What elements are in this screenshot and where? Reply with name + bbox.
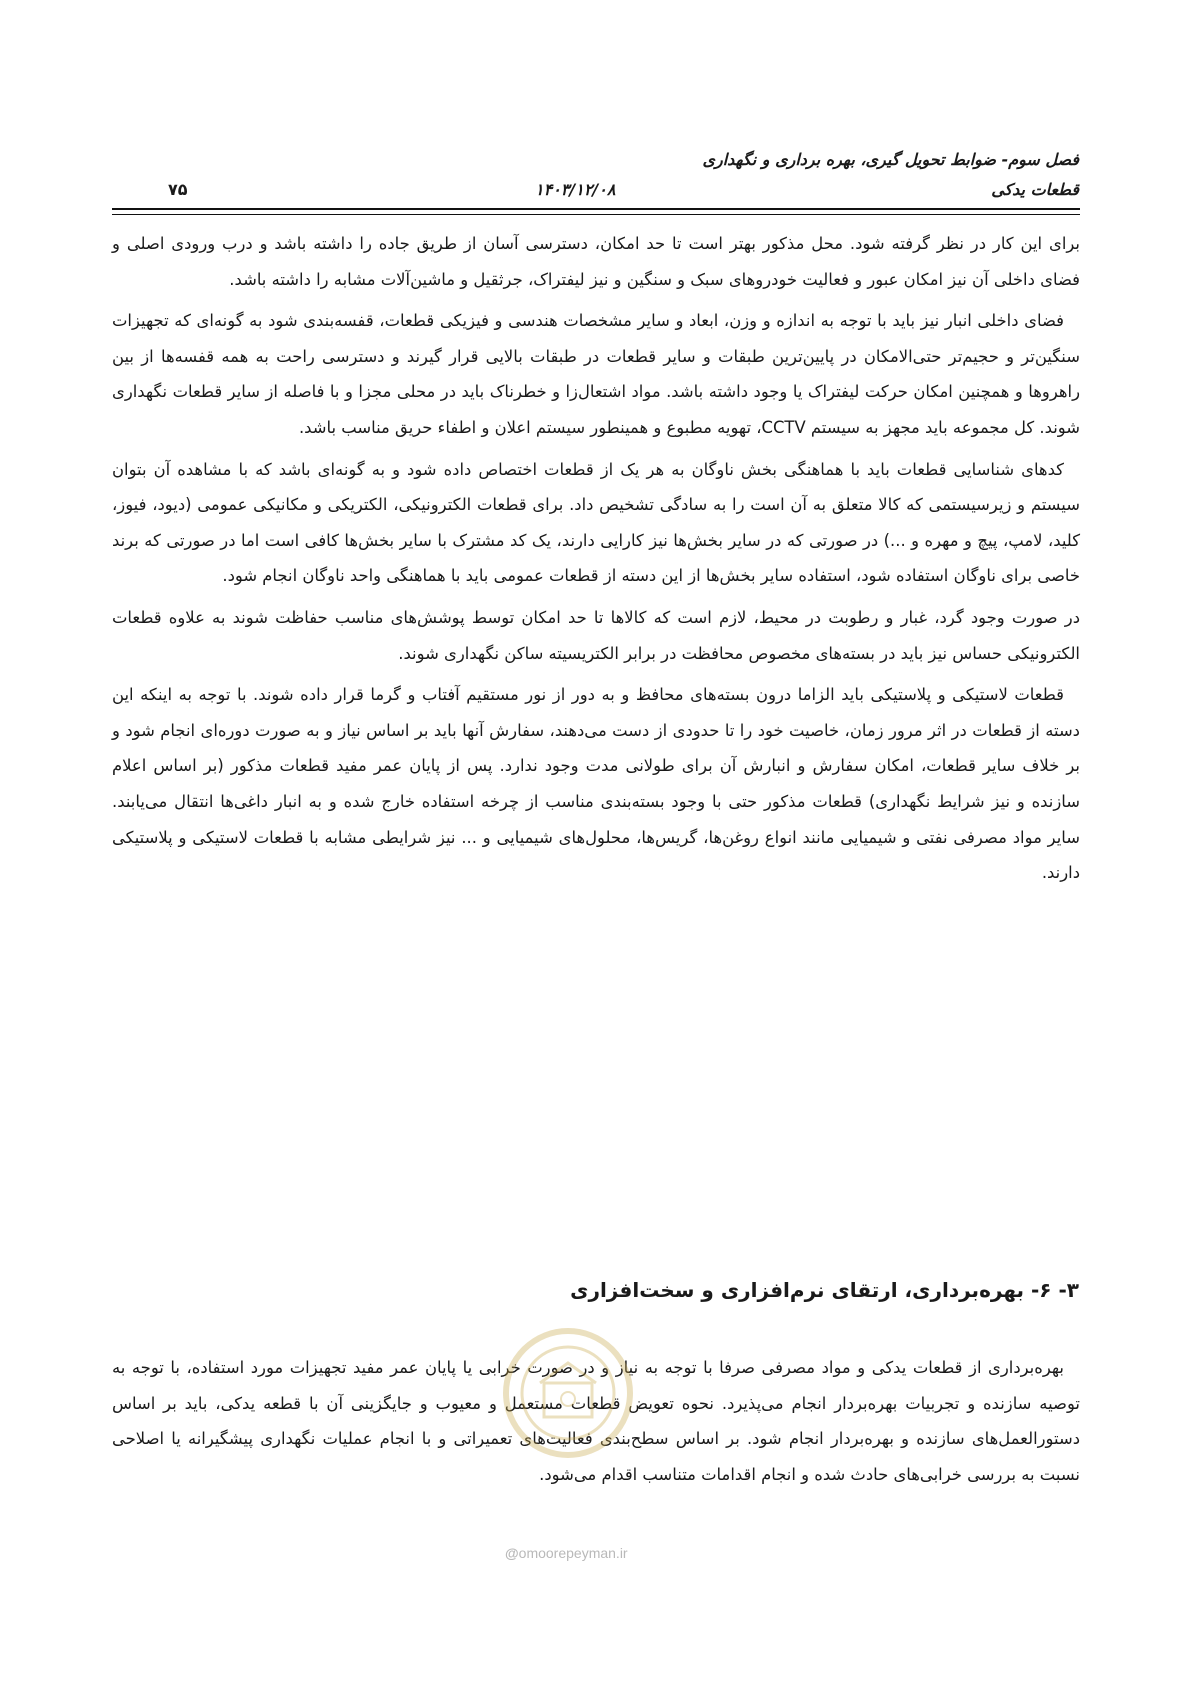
section-paragraph: بهره‌برداری از قطعات یدکی و مواد مصرفی صرفا با توجه به نیاز و در صورت خرابی یا پایان عمر مفید تجهیزات مورد استفاده، با توجه به توصیه سازنده و تجربیات بهره‌بردار انجام می‌پذیرد. نحوه تعویض قطعات مستعمل و معیوب و جایگزینی آن با قطعه یدکی، باید بر اساس دستورالعمل‌های سازنده و بهره‌بردار انجام شود. بر اساس سطح‌بندی فعالیت‌های تعمیراتی و با انجام عملیات نگهداری پیشگیرانه یا اصلاحی نسبت به بررسی خرابی‌های حادث شده و انجام اقدامات متناسب اقدام می‌شود. xyxy=(112,1358,1080,1484)
body-text xyxy=(112,226,1080,897)
header-date: ۱۴۰۳/۱۲/۰۸ xyxy=(535,180,616,199)
section-heading: ۳- ۶- بهره‌برداری، ارتقای نرم‌افزاری و سخت‌افزاری xyxy=(570,1278,1079,1302)
paragraph: برای این کار در نظر گرفته شود. محل مذکور بهتر است تا حد امکان، دسترسی آسان از طریق جاده را داشته باشد و درب ورودی اصلی و فضای داخلی آن نیز امکان عبور و فعالیت خودروهای سبک و سنگین و نیز لیفتراک، جرثقیل و ماشین‌آلات مشابه را داشته باشد. xyxy=(112,234,1080,289)
watermark-text xyxy=(505,1545,628,1561)
header-divider-thin xyxy=(112,214,1080,215)
page-number: ۷۵ xyxy=(168,180,188,199)
paragraph: فضای داخلی انبار نیز باید با توجه به اندازه و وزن، ابعاد و سایر مشخصات هندسی و فیزیکی قطعات، قفسه‌بندی شود به گونه‌ای که تجهیزات سنگین‌تر و حجیم‌تر حتی‌الامکان در پایین‌ترین طبقات و سایر قطعات در طبقات بالایی قرار گیرند و دسترسی راحت به همه قفسه‌ها از بین راهروها و همچنین امکان حرکت لیفتراک یا وجود داشته باشد. مواد اشتعال‌زا و خطرناک باید در محلی مجزا و با فاصله از سایر قطعات نگهداری شوند. کل مجموعه باید مجهز به سیستم CCTV، تهویه مطبوع و همینطور سیستم اعلان و اطفاء حریق مناسب باشد. xyxy=(112,311,1080,437)
watermark-domain: omoorepeyman.ir xyxy=(518,1545,628,1561)
paragraph: قطعات لاستیکی و پلاستیکی باید الزاما درون بسته‌های محافظ و به دور از نور مستقیم آفتاب و گرما قرار داده شوند. با توجه به اینکه این دسته از قطعات در اثر مرور زمان، خاصیت خود را تا حدودی از دست می‌دهند، سفارش آنها باید بر اساس نیاز و به صورت دوره‌ای انجام شود و بر خلاف سایر قطعات، امکان سفارش و انبارش آن برای طولانی مدت وجود ندارد. پس از پایان عمر مفید قطعات مذکور (بر اساس اعلام سازنده و نیز شرایط نگهداری) قطعات مذکور حتی با وجود بسته‌بندی مناسب از چرخه استفاده خارج شده و به انبار داغی‌ها انتقال می‌یابند. سایر مواد مصرفی نفتی و شیمیایی مانند انواع روغن‌ها، گریس‌ها، محلول‌های شیمیایی و ... نیز شرایطی مشابه با قطعات لاستیکی و پلاستیکی دارند. xyxy=(112,685,1080,883)
at-sign: @ xyxy=(505,1545,519,1561)
watermark-seal-icon xyxy=(498,1323,638,1463)
paragraph: کدهای شناسایی قطعات باید با هماهنگی بخش ناوگان به هر یک از قطعات اختصاص داده شود و به گونه‌ای باشد که با مشاهده آن بتوان سیستم و زیرسیستمی که کالا متعلق به آن است را به سادگی تشخیص داد. برای قطعات الکترونیکی، الکتریکی و مکانیکی عمومی (دیود، فیوز، کلید، لامپ، پیچ و مهره و ...) در صورتی که در سایر بخش‌ها نیز کارایی دارند، یک کد مشترک با سایر بخش‌ها کافی است اما در صورتی که برند خاصی برای ناوگان استفاده شود، استفاده سایر بخش‌ها از این دسته از قطعات عمومی باید با هماهنگی واحد ناوگان انجام شود. xyxy=(112,459,1080,586)
chapter-title: فصل سوم- ضوابط تحویل گیری، بهره برداری و نگهداری xyxy=(702,150,1079,169)
chapter-subtitle: قطعات یدکی xyxy=(991,180,1079,199)
header-divider-thick xyxy=(112,208,1080,210)
paragraph: در صورت وجود گرد، غبار و رطوبت در محیط، لازم است که کالاها تا حد امکان توسط پوشش‌های مناسب حفاظت شوند به علاوه قطعات الکترونیکی حساس نیز باید در بسته‌های مخصوص محافظت در برابر الکتریسیته ساکن نگهداری شوند. xyxy=(112,607,1080,663)
